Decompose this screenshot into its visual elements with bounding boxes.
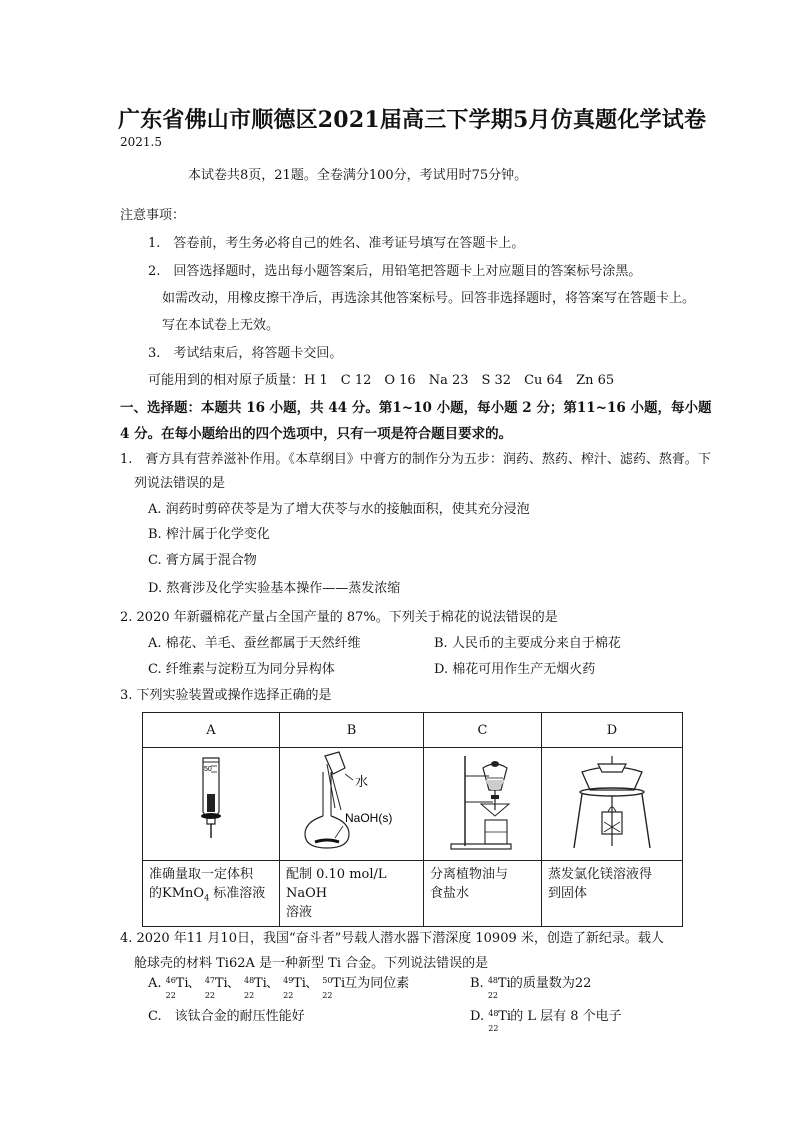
q2-option-a: A. 棉花、羊毛、蚕丝都属于天然纤维 bbox=[148, 636, 361, 651]
q2-stem: 2. 2020 年新疆棉花产量占全国产量的 87%。下列关于棉花的说法错误的是 bbox=[120, 610, 558, 625]
separatory-funnel-diagram bbox=[424, 748, 542, 861]
notes-heading: 注意事项： bbox=[120, 208, 186, 223]
exam-intro: 本试卷共8页，21题。全卷满分100分，考试用时75分钟。 bbox=[188, 168, 528, 183]
q4-option-b: B. 48 22 Ti 的质量数为22 bbox=[470, 976, 592, 1000]
col-header-a: A bbox=[143, 713, 280, 748]
caption-c: 分离植物油与 食盐水 bbox=[424, 861, 542, 927]
section-heading-cont: 4 分。在每小题给出的四个选项中，只有一项是符合题目要求的。 bbox=[120, 426, 513, 442]
label-naoh: NaOH(s) bbox=[344, 811, 392, 825]
q1-stem: 1. 膏方具有营养滋补作用。《本草纲目》中膏方的制作分为五步：润药、熬药、榨汁、滤药、熬膏。下 bbox=[120, 452, 711, 467]
q1-option-b: B. 榨汁属于化学变化 bbox=[148, 527, 270, 542]
q2-option-d: D. 棉花可用作生产无烟火药 bbox=[434, 662, 596, 677]
q4-option-d: D. 48 22 Ti 的 L 层有 8 个电子 bbox=[470, 1009, 622, 1033]
q3-stem: 3. 下列实验装置或操作选择正确的是 bbox=[120, 688, 332, 703]
caption-d: 蒸发氯化镁溶液得 到固体 bbox=[542, 861, 683, 927]
section-heading: 一、选择题：本题共 16 小题，共 44 分。第1~10 小题，每小题 2 分；第11~16 小题，每小题 bbox=[120, 400, 712, 416]
q2-option-c: C. 纤维素与淀粉互为同分异构体 bbox=[148, 662, 335, 677]
volumetric-flask-diagram bbox=[280, 748, 424, 861]
q2-option-b: B. 人民币的主要成分来自于棉花 bbox=[434, 636, 621, 651]
caption-b: 配制 0.10 mol/L NaOH 溶液 bbox=[280, 861, 424, 927]
q1-option-c: C. 膏方属于混合物 bbox=[148, 553, 257, 568]
exam-date: 2021.5 bbox=[120, 135, 162, 149]
atomic-masses: 可能用到的相对原子质量：H 1 C 12 O 16 Na 23 S 32 Cu 64 Zn 65 bbox=[148, 373, 615, 388]
note-item: 如需改动，用橡皮擦干净后，再选涂其他答案标号。回答非选择题时，将答案写在答题卡上。 bbox=[162, 291, 696, 306]
q4-option-c: C. 该钛合金的耐压性能好 bbox=[148, 1009, 305, 1024]
q4-stem-cont: 舱球壳的材料 Ti62A 是一种新型 Ti 合金。下列说法错误的是 bbox=[134, 956, 489, 971]
note-item: 2. 回答选择题时，选出每小题答案后，用铅笔把答题卡上对应题目的答案标号涂黑。 bbox=[148, 264, 642, 279]
col-header-c: C bbox=[424, 713, 542, 748]
burette-diagram bbox=[143, 748, 280, 861]
col-header-b: B bbox=[280, 713, 424, 748]
label-water: 水 bbox=[354, 775, 368, 790]
q4-option-a: A. 46 22 Ti 、 47 22 Ti 、 48 22 Ti 、 49 22 Ti 、 50 22 Ti 互为同位素 bbox=[148, 976, 410, 1000]
q1-stem-cont: 列说法错误的是 bbox=[134, 476, 226, 491]
note-item: 1. 答卷前，考生务必将自己的姓名、准考证号填写在答题卡上。 bbox=[148, 236, 525, 251]
evaporation-diagram bbox=[542, 748, 683, 861]
page-title: 广东省佛山市顺德区2021届高三下学期5月仿真题化学试卷 bbox=[118, 107, 707, 133]
note-item: 3. 考试结束后，将答题卡交回。 bbox=[148, 346, 343, 361]
q1-option-a: A. 润药时剪碎茯苓是为了增大茯苓与水的接触面积，使其充分浸泡 bbox=[148, 502, 530, 517]
caption-a: 准确量取一定体积 的KMnO$_4$ 标准溶液 bbox=[143, 861, 280, 927]
col-header-d: D bbox=[542, 713, 683, 748]
burette-mark: 50 bbox=[204, 766, 212, 773]
q3-apparatus-table bbox=[142, 712, 683, 927]
q1-option-d: D. 熬膏涉及化学实验基本操作——蒸发浓缩 bbox=[148, 581, 401, 596]
note-item: 写在本试卷上无效。 bbox=[162, 318, 280, 333]
q4-stem: 4. 2020 年11 月10日，我国“奋斗者”号载人潜水器下潜深度 10909 米，创造了新纪录。载人 bbox=[120, 931, 664, 946]
